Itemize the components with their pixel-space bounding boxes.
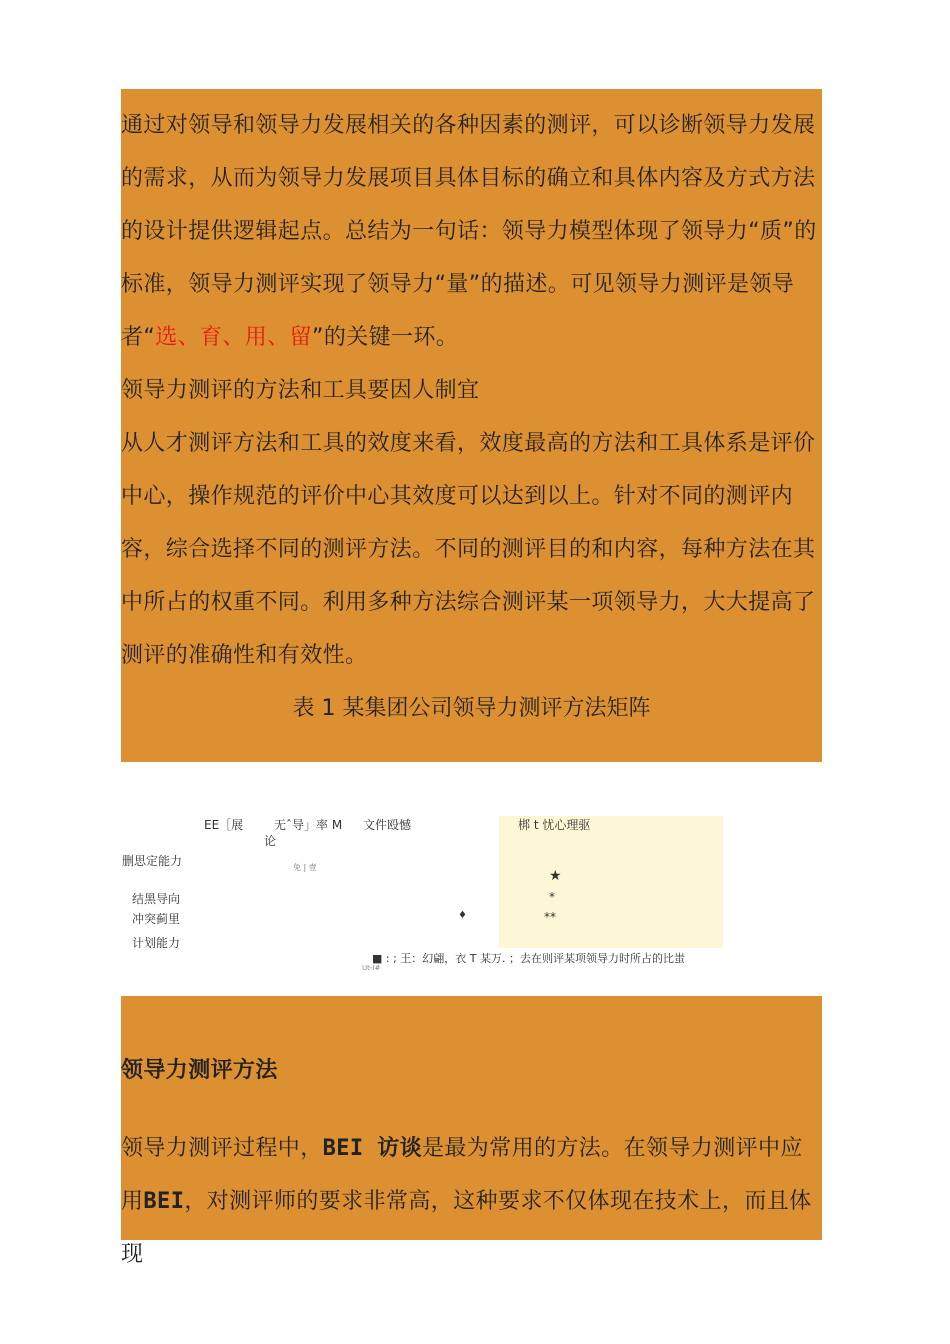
content-block-top <box>121 89 822 762</box>
diamond-mark: ♦ <box>458 910 467 921</box>
col-header-4: 梆 t 忧心理驱 <box>518 818 591 832</box>
row-label-3: 冲突蓟里 <box>132 912 181 926</box>
section-heading-methods: 领导力测评方法 <box>121 1058 278 1083</box>
col-header-2-sub: 论 <box>264 834 277 848</box>
bei-text-e: ，对测评师的要求非常高，这种要求不仅体现在技术上，而且体现 <box>121 1189 812 1267</box>
row-label-1: 删思定能力 <box>122 854 183 868</box>
bei-term-2: BEI <box>143 1189 185 1214</box>
table-note-faint: Ut-I# <box>362 964 381 972</box>
star-mark: ★ <box>549 868 562 884</box>
paragraph-bei <box>121 1122 822 1281</box>
content-block-bottom <box>121 996 822 1267</box>
row-label-4: 计划能力 <box>132 936 181 950</box>
intro-text-part1: 通过对领导和领导力发展相关的各种因素的测评，可以诊断领导力发展的需求，从而为领导力发展项目具体目标的确立和具体内容及方式方法的设计提供逻辑起点。总结为一句话：领导力模型体现了领导力“质”的标准，领导力测评实现了领导力“量”的描述。可见领导力测评是领导者“ <box>121 113 817 350</box>
highlight-text: 选、育、用、留 <box>155 325 313 350</box>
col-header-1: EE［展 <box>204 818 244 832</box>
double-asterisk-mark: ** <box>544 910 556 924</box>
bei-term: BEI 访谈 <box>322 1136 422 1161</box>
asterisk-mark: * <box>549 890 555 904</box>
paragraph-methods: 从人才测评方法和工具的效度来看，效度最高的方法和工具体系是评价中心，操作规范的评价中心其效度可以达到以上。针对不同的测评内容，综合选择不同的测评方法。不同的测评目的和内容，每种方法在其中所占的权重不同。利用多种方法综合测评某一项领导力，大大提高了测评的准确性和有效性。 <box>121 431 816 668</box>
bei-text-a: 领导力测评过程中， <box>121 1136 323 1161</box>
faint-text: 兔 | 壹 <box>293 863 317 872</box>
paragraph-intro <box>121 89 822 364</box>
row-label-2: 结黑导向 <box>132 892 181 906</box>
table-caption: 表 1 某集团公司领导力测评方法矩阵 <box>292 696 651 721</box>
highlight-cell <box>499 816 723 948</box>
col-header-3: 文件殴憾 <box>363 818 412 832</box>
table-note: ■ : ; 王：幻翩，衣 T 某万. ；去在则评某项领导力时所占的比蚩 <box>372 952 685 965</box>
bei-text-c: 是最为常用的方法。在领导力测评中应用 <box>121 1136 803 1214</box>
intro-text-part2: ”的关键一环。 <box>312 325 459 350</box>
method-matrix-table <box>121 810 731 970</box>
section-heading: 领导力测评的方法和工具要因人制宜 <box>121 378 480 403</box>
col-header-2: 无ˆ导」率 M <box>274 818 343 832</box>
